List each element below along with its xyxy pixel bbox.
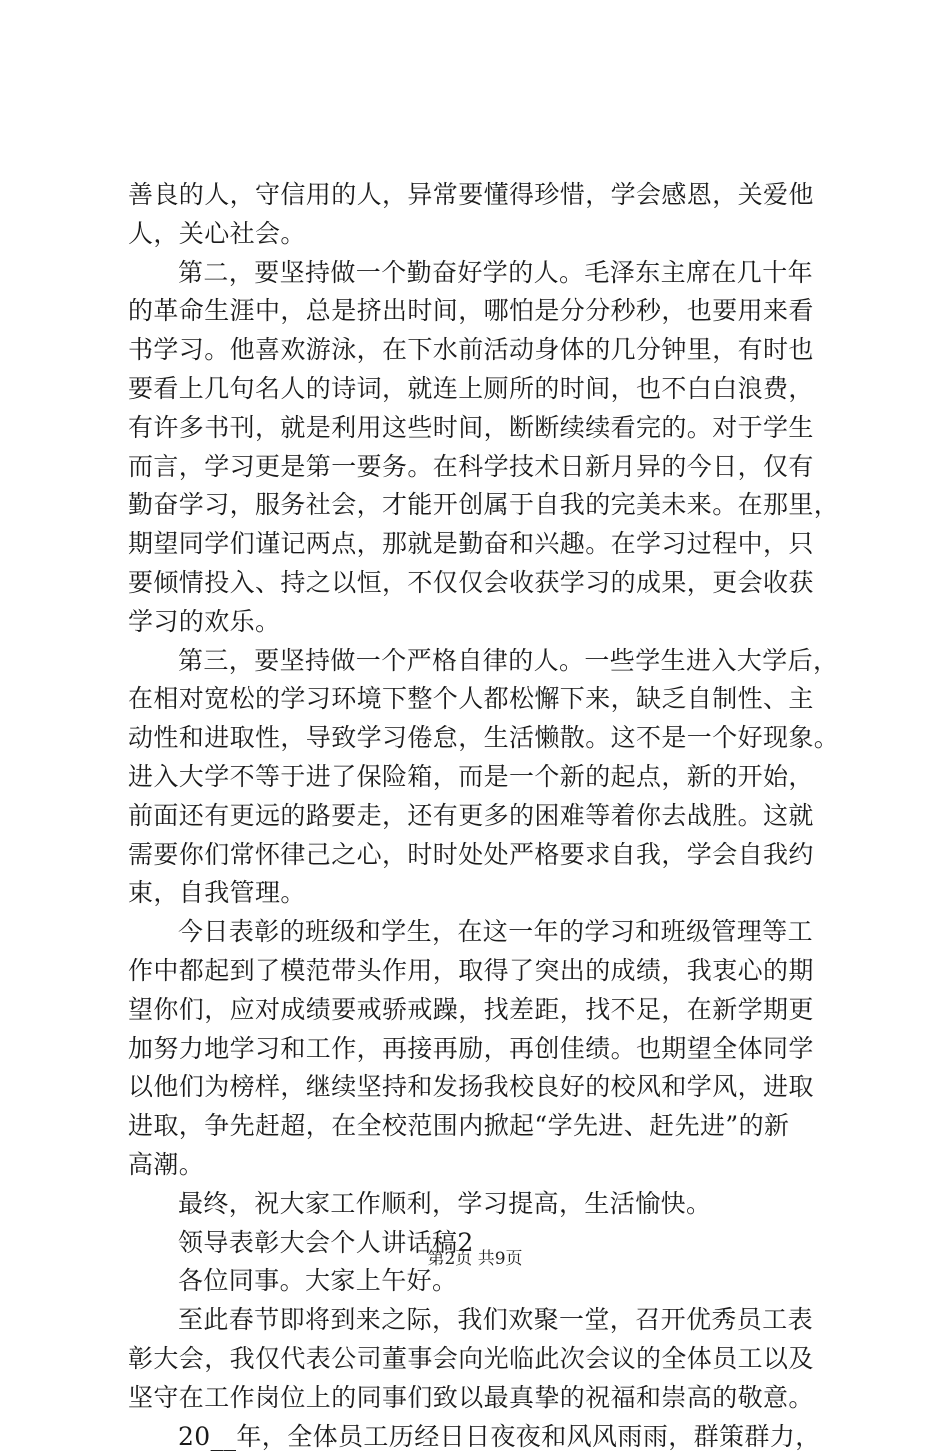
text-line: 学习的欢乐。 bbox=[128, 603, 834, 642]
text-line: 前面还有更远的路要走，还有更多的困难等着你去战胜。这就 bbox=[128, 797, 834, 836]
text-line: 需要你们常怀律己之心，时时处处严格要求自我，学会自我约 bbox=[128, 836, 834, 875]
text-line: 望你们，应对成绩要戒骄戒躁，找差距，找不足，在新学期更 bbox=[128, 991, 834, 1030]
text-line: 以他们为榜样，继续坚持和发扬我校良好的校风和学风，进取 bbox=[128, 1068, 834, 1107]
text-line: 在相对宽松的学习环境下整个人都松懈下来，缺乏自制性、主 bbox=[128, 680, 834, 719]
text-line: 善良的人，守信用的人，异常要懂得珍惜，学会感恩，关爱他 bbox=[128, 176, 834, 215]
text-line: 第二，要坚持做一个勤奋好学的人。毛泽东主席在几十年 bbox=[128, 254, 834, 293]
text-line: 的革命生涯中，总是挤出时间，哪怕是分分秒秒，也要用来看 bbox=[128, 292, 834, 331]
text-line: 作中都起到了模范带头作用，取得了突出的成绩，我衷心的期 bbox=[128, 952, 834, 991]
text-line: 进入大学不等于进了保险箱，而是一个新的起点，新的开始， bbox=[128, 758, 834, 797]
text-line: 加努力地学习和工作，再接再励，再创佳绩。也期望全体同学 bbox=[128, 1030, 834, 1069]
text-line: 勤奋学习，服务社会，才能开创属于自我的完美未来。在那里， bbox=[128, 486, 834, 525]
text-line: 彰大会，我仅代表公司董事会向光临此次会议的全体员工以及 bbox=[128, 1340, 834, 1379]
text-line: 要倾情投入、持之以恒，不仅仅会收获学习的成果，更会收获 bbox=[128, 564, 834, 603]
text-line: 各位同事。大家上午好。 bbox=[128, 1262, 834, 1301]
text-line: 有许多书刊，就是利用这些时间，断断续续看完的。对于学生 bbox=[128, 409, 834, 448]
text-line: 而言，学习更是第一要务。在科学技术日新月异的今日，仅有 bbox=[128, 448, 834, 487]
text-line: 最终，祝大家工作顺利，学习提高，生活愉快。 bbox=[128, 1185, 834, 1224]
text-line: 领导表彰大会个人讲话稿2 bbox=[128, 1224, 834, 1263]
text-line: 动性和进取性，导致学习倦怠，生活懒散。这不是一个好现象。 bbox=[128, 719, 834, 758]
text-line: 第三，要坚持做一个严格自律的人。一些学生进入大学后， bbox=[128, 642, 834, 681]
text-line: 期望同学们谨记两点，那就是勤奋和兴趣。在学习过程中，只 bbox=[128, 525, 834, 564]
text-line: 进取，争先赶超，在全校范围内掀起“学先进、赶先进”的新 bbox=[128, 1107, 834, 1146]
text-line: 坚守在工作岗位上的同事们致以最真挚的祝福和崇高的敬意。 bbox=[128, 1379, 834, 1418]
text-line: 人，关心社会。 bbox=[128, 215, 834, 254]
text-line: 束，自我管理。 bbox=[128, 874, 834, 913]
text-line: 高潮。 bbox=[128, 1146, 834, 1185]
text-line: 书学习。他喜欢游泳，在下水前活动身体的几分钟里，有时也 bbox=[128, 331, 834, 370]
text-line: 至此春节即将到来之际，我们欢聚一堂，召开优秀员工表 bbox=[128, 1301, 834, 1340]
page-footer: 第2页 共9页 bbox=[0, 1244, 950, 1269]
text-line: 20__年，全体员工历经日日夜夜和风风雨雨，群策群力， bbox=[128, 1418, 834, 1456]
text-line: 要看上几句名人的诗词，就连上厕所的时间，也不白白浪费， bbox=[128, 370, 834, 409]
text-line: 今日表彰的班级和学生，在这一年的学习和班级管理等工 bbox=[128, 913, 834, 952]
